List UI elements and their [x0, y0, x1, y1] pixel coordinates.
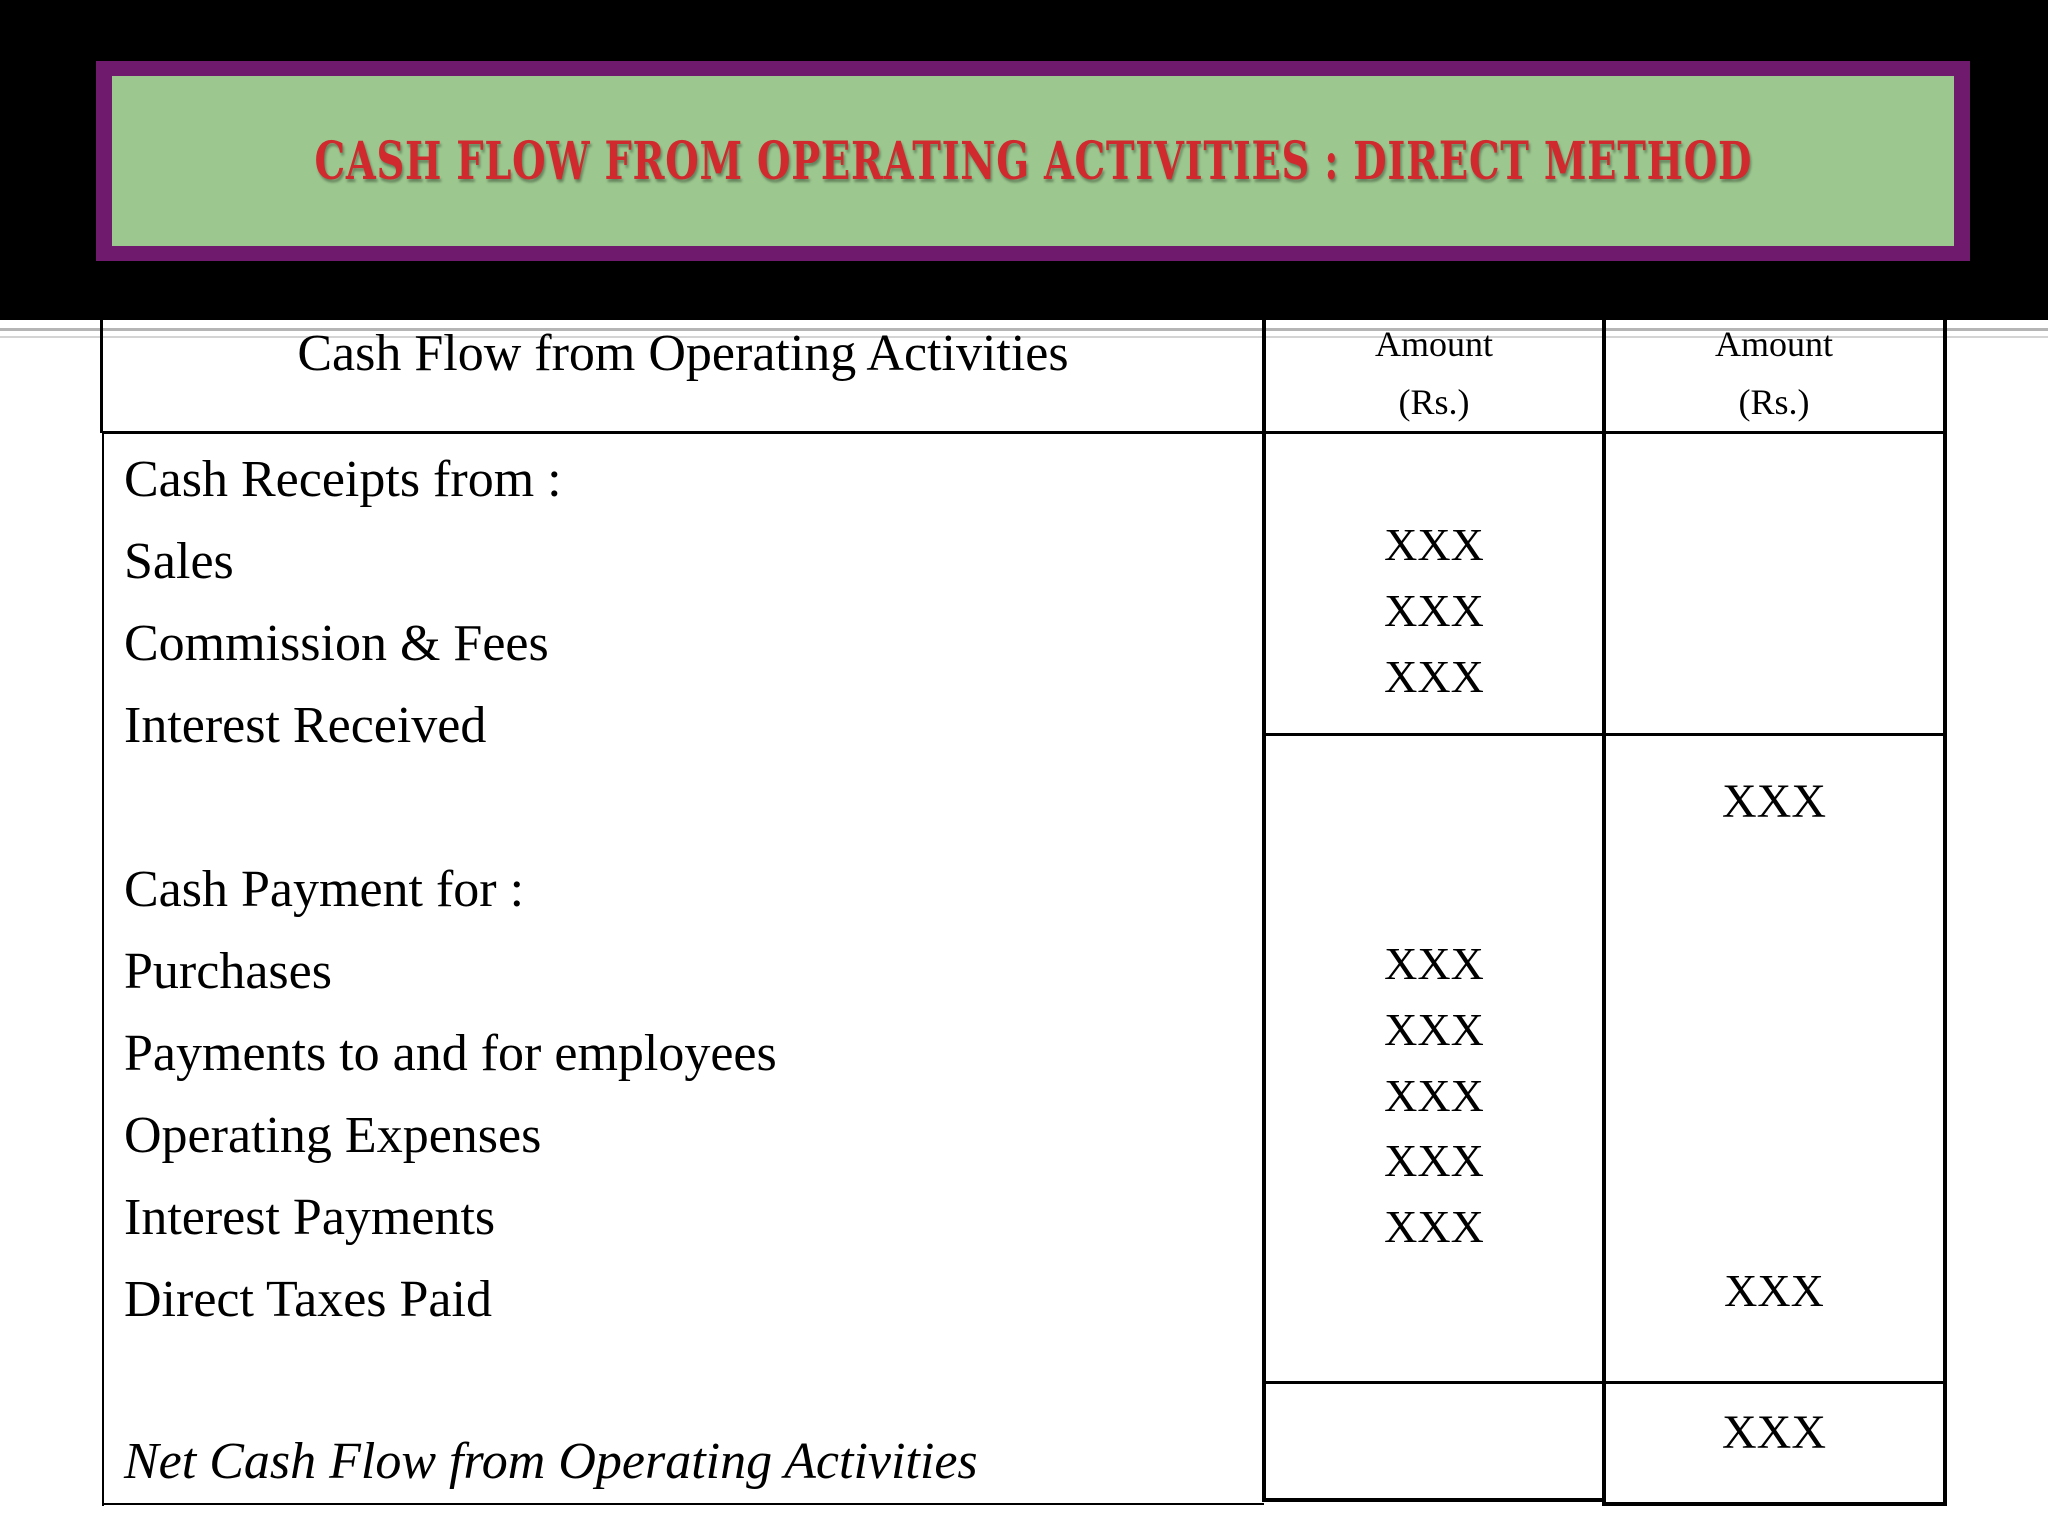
table-border-left [102, 433, 104, 1506]
header-divider [102, 431, 1946, 434]
table-border-right [1943, 320, 1947, 1506]
receipt-amount: XXX [1384, 651, 1484, 702]
header-description: Cash Flow from Operating Activities [297, 325, 1069, 382]
title-frame [96, 61, 1970, 261]
payment-item-interest: Interest Payments [124, 1189, 496, 1246]
receipt-item-sales: Sales [124, 533, 234, 590]
header-amount-col1-line1: Amount [1374, 324, 1493, 364]
receipts-total: XXX [1722, 775, 1826, 828]
amount-col2-bottom [1602, 1502, 1947, 1506]
net-cash-flow-label: Net Cash Flow from Operating Activities [124, 1433, 978, 1490]
payments-heading: Cash Payment for : [124, 861, 525, 918]
column-divider-2 [1602, 320, 1606, 1506]
receipt-amount: XXX [1384, 585, 1484, 636]
payment-amount: XXX [1384, 1201, 1484, 1252]
payment-item-employees: Payments to and for employees [124, 1025, 777, 1082]
payment-amount: XXX [1384, 1004, 1484, 1055]
amount-col1-bottom [1262, 1498, 1606, 1502]
payment-item-purchases: Purchases [124, 943, 332, 1000]
slide-title: CASH FLOW FROM OPERATING ACTIVITIES : DIRECT METHOD [314, 130, 1752, 192]
receipt-amount: XXX [1384, 519, 1484, 570]
payment-amount: XXX [1384, 1135, 1484, 1186]
table-border-left-header [100, 320, 103, 433]
payment-item-operating-expenses: Operating Expenses [124, 1107, 542, 1164]
header-amount-col2-line2: (Rs.) [1738, 382, 1810, 422]
payment-amount: XXX [1384, 1070, 1484, 1121]
payments-total: XXX [1724, 1265, 1824, 1316]
payment-item-taxes: Direct Taxes Paid [124, 1271, 492, 1328]
receipts-heading: Cash Receipts from : [124, 451, 562, 508]
net-cash-flow-amount: XXX [1722, 1406, 1826, 1459]
payment-amount: XXX [1384, 938, 1484, 989]
table-border-bottom [102, 1503, 1264, 1505]
net-total-divider [1262, 1381, 1946, 1384]
receipts-total-divider [1262, 733, 1946, 736]
receipt-item-commission: Commission & Fees [124, 615, 549, 672]
column-divider-1 [1262, 320, 1266, 1502]
header-amount-col2-line1: Amount [1714, 324, 1833, 364]
header-amount-col1-line2: (Rs.) [1398, 382, 1470, 422]
receipt-item-interest: Interest Received [124, 697, 487, 754]
title-box [112, 76, 1954, 246]
